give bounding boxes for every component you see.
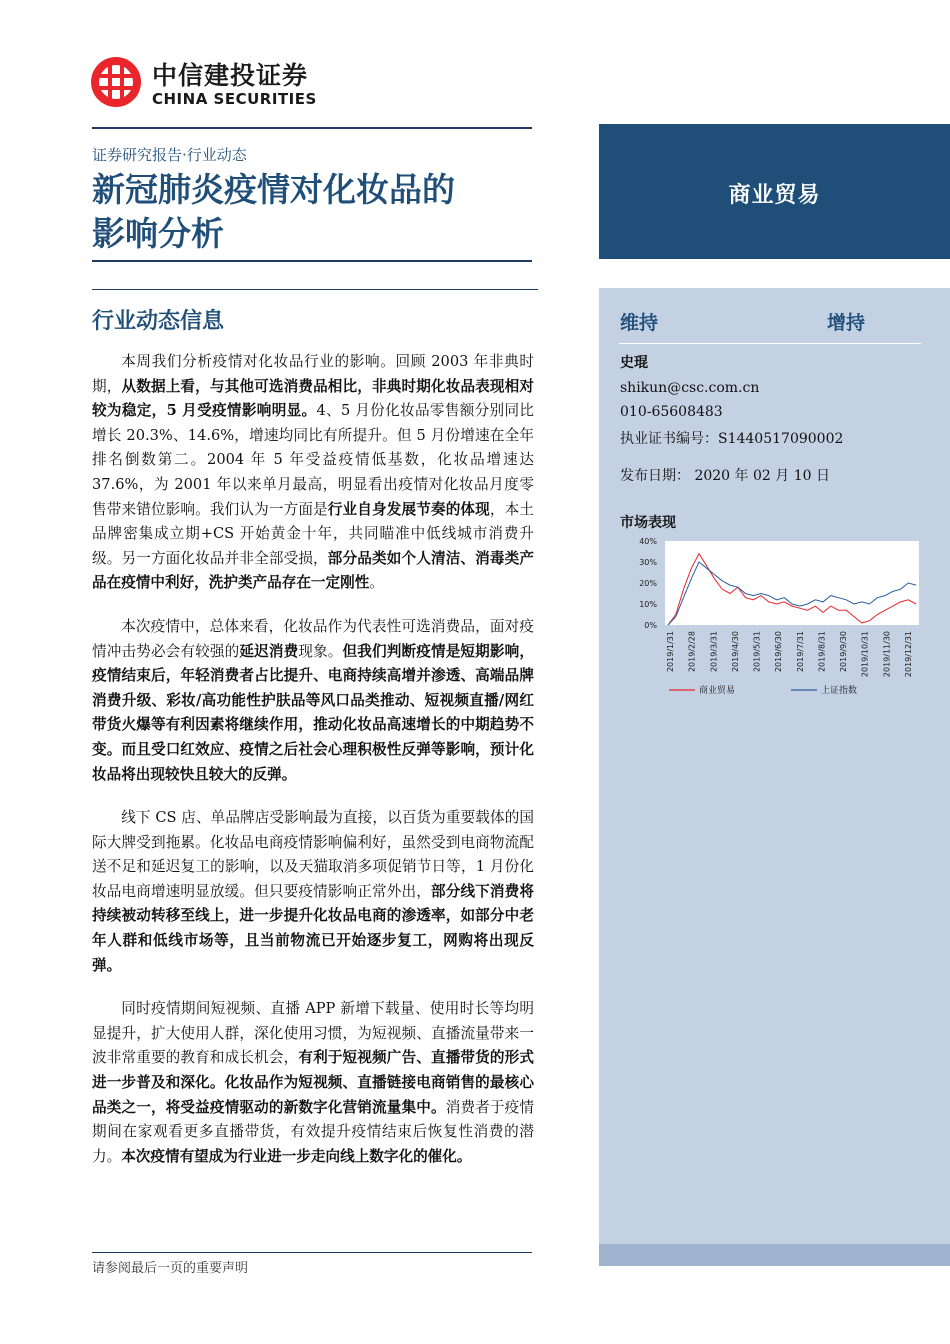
csc-logo-icon [88, 54, 144, 110]
x-tick-label: 2019/1/31 [666, 631, 675, 673]
section-title: 行业动态信息 [92, 309, 225, 334]
analyst-email: shikun@csc.com.cn [620, 380, 760, 396]
license-number: 执业证书编号：S1440517090002 [620, 431, 844, 447]
x-tick-label: 2019/4/30 [730, 631, 740, 673]
body-paragraph [92, 350, 534, 596]
legend-label: 商业贸易 [699, 686, 736, 696]
bold-text-run: 行业自身发展节奏的体现 [327, 500, 490, 518]
text-run: 本周我们分析疫情对化妆品行业的影响。回顾 2003 年非典时期， [92, 353, 534, 395]
bold-text-run: 部分线下消费将持续被动转移至线上，进一步提升化妆品电商的渗透率，如部分中老年人群和低线市场等，且当前物流已开始逐步复工，网购将出现反弹。 [92, 882, 534, 974]
publish-date: 发布日期： 2020 年 02 月 10 日 [620, 468, 830, 484]
bold-text-run: 延迟消费 [239, 642, 299, 660]
x-tick-label: 2019/2/28 [687, 631, 697, 673]
body-paragraph [92, 997, 534, 1169]
legend-label: 上证指数 [821, 686, 858, 696]
bold-text-run: 有利于短视频广告、直播带货的形式进一步普及和深化。化妆品作为短视频、直播链接电商销售的最核心品类之一，将受益疫情驱动的新数字化营销流量集中。 [92, 1049, 534, 1116]
rating-current: 增持 [827, 312, 866, 334]
text-run: 线下 CS 店、单品牌店受影响最为直接，以百货为重要载体的国际大牌受到拖累。化妆品电商疫情影响偏利好，虽然受到电商物流配送不足和延迟复工的影响，以及天猫取消多项促销节日等，1 月份化妆品电商增速明显放缓。但只要疫情影响正常外出， [92, 809, 534, 900]
title-line-2: 影响分析 [92, 214, 224, 253]
report-type: 证券研究报告·行业动态 [92, 146, 247, 164]
body-paragraph [92, 806, 534, 978]
text-run: 消费者于疫情期间在家观看更多直播带货，有效提升疫情结束后恢复性消费的潜力。 [92, 1098, 534, 1165]
sidebar-panel [599, 288, 950, 1244]
industry-name: 商业贸易 [728, 183, 821, 208]
x-tick-label: 2019/8/31 [817, 631, 827, 673]
y-tick-label: 30% [639, 558, 657, 567]
title-rule [92, 260, 532, 262]
section-rule [92, 289, 538, 290]
brand-name-en: CHINA SECURITIES [152, 90, 317, 108]
y-tick-label: 20% [639, 579, 657, 588]
y-tick-label: 40% [639, 537, 657, 546]
x-tick-label: 2019/11/30 [882, 631, 892, 678]
x-tick-label: 2019/3/31 [709, 631, 719, 673]
body-text [92, 350, 534, 1188]
report-title [92, 168, 532, 256]
x-tick-label: 2019/5/31 [752, 631, 762, 673]
market-title: 市场表现 [620, 515, 676, 531]
text-run: ，本土品牌密集成立期+CS 开始黄金十年，共同瞄准中低线城市消费升级。另一方面化妆品并非全部受损， [92, 500, 534, 567]
bold-text-run: 从数据上看，与其他可选消费品相比，非典时期化妆品表现相对较为稳定，5 月受疫情影响明显。 [92, 377, 534, 420]
analyst-phone: 010-65608483 [620, 404, 723, 420]
x-tick-label: 2019/9/30 [839, 631, 849, 673]
body-paragraph [92, 615, 534, 787]
y-tick-label: 0% [644, 621, 657, 630]
industry-banner [599, 124, 950, 259]
header-rule [92, 127, 532, 129]
text-run: 现象。 [298, 642, 343, 660]
market-chart-svg [619, 533, 934, 708]
y-tick-label: 10% [639, 600, 657, 609]
brand-name-cn: 中信建投证券 [152, 61, 309, 90]
text-run: 同时疫情期间短视频、直播 APP 新增下载量、使用时长等均明显提升，扩大使用人群，深化使用习惯，为短视频、直播流量带来一波非常重要的教育和成长机会， [92, 1000, 534, 1067]
sidebar-bottom-bar [599, 1244, 950, 1266]
footer-rule [92, 1252, 532, 1253]
x-tick-label: 2019/12/31 [904, 631, 913, 678]
analyst-name: 史琨 [620, 355, 648, 371]
title-line-1: 新冠肺炎疫情对化妆品的 [92, 170, 455, 209]
text-run: 。 [369, 574, 384, 592]
x-tick-label: 2019/6/30 [774, 631, 784, 673]
market-chart [619, 533, 934, 708]
text-run: 本次疫情中，总体来看，化妆品作为代表性可选消费品，面对疫情冲击势必会有较强的 [92, 617, 534, 660]
bold-text-run: 但我们判断疫情是短期影响，疫情结束后，年轻消费者占比提升、电商持续高增并渗透、高端品牌消费升级、彩妆/高功能性护肤品等风口品类推动、短视频直播/网红带货火爆等有利因素将继续作用，推动化妆品高速增长的中期趋势不变。而且受口红效应、疫情之后社会心理积极性反弹等影响，预计化妆品将出现较快且较大的反弹。 [92, 642, 534, 783]
bold-text-run: 本次疫情有望成为行业进一步走向线上数字化的催化。 [121, 1147, 472, 1165]
x-tick-label: 2019/10/31 [860, 631, 870, 678]
rating-prev: 维持 [620, 312, 659, 334]
company-logo [88, 54, 348, 112]
x-tick-label: 2019/7/31 [795, 631, 805, 673]
footer-note: 请参阅最后一页的重要声明 [92, 1261, 249, 1276]
rating-divider [619, 343, 921, 344]
text-run: 4、5 月份化妆品零售额分别同比增长 20.3%、14.6%，增速均同比有所提升。但 5 月份增速在全年排名倒数第二。2004 年 5 年受益疫情低基数，化妆品增速达 37.6%，为 2001 年以来单月最高，明显看出疫情对化妆品月度零售带来错位影响。我们认为一方面是 [92, 402, 534, 518]
bold-text-run: 部分品类如个人清洁、消毒类产品在疫情中利好，洗护类产品存在一定刚性 [92, 549, 534, 592]
